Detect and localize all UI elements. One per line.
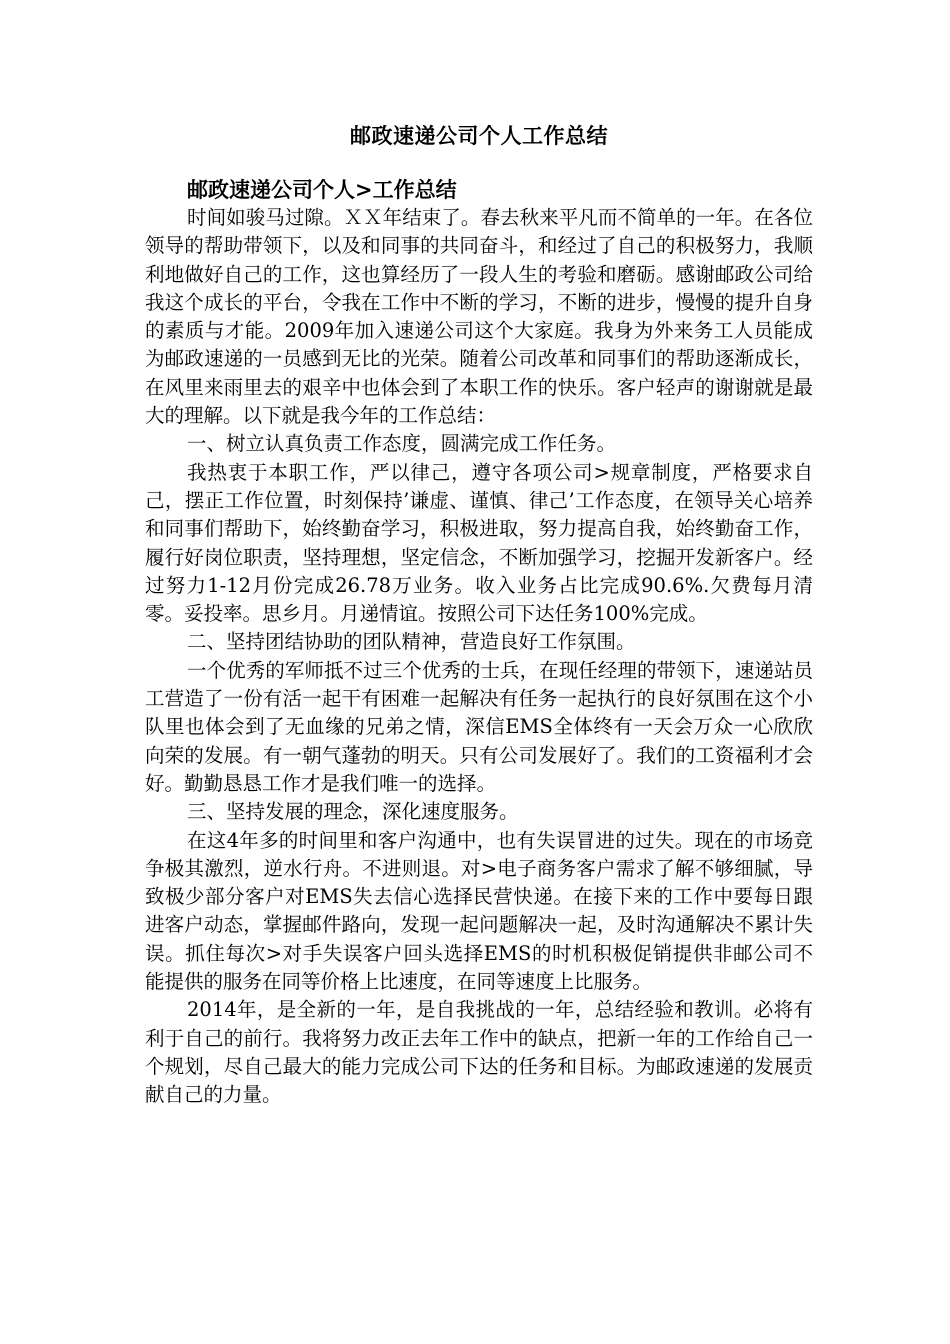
paragraph-conclusion: 2014年，是全新的一年，是自我挑战的一年，总结经验和教训。必将有利于自己的前行。我将努力改正去年工作中的缺点，把新一年的工作给自己一个规划，尽自己最大的能力完成公司下达的任务和目标。为邮政速递的发展贡献自己的力量。: [145, 998, 813, 1107]
paragraph-section-1: 我热衷于本职工作，严以律己，遵守各项公司>规章制度，严格要求自己，摆正工作位置，时刻保持’谦虚、谨慎、律己’工作态度，在领导关心培养和同事们帮助下，始终勤奋学习，积极进取，努力提高自我，始终勤奋工作，履行好岗位职责，坚持理想，坚定信念，不断加强学习，挖掘开发新客户。经过努力1-12月份完成26.78万业务。收入业务占比完成90.6%.欠费每月清零。妥投率。思乡月。月递情谊。按照公司下达任务100%完成。: [145, 460, 813, 626]
section-heading-1: 一、树立认真负责工作态度，圆满完成工作任务。: [187, 432, 617, 456]
document-title: 邮政速递公司个人工作总结: [350, 123, 608, 148]
paragraph-section-2: 一个优秀的军师抵不过三个优秀的士兵，在现任经理的带领下，速递站员工营造了一份有活一起干有困难一起解决有任务一起执行的良好氛围在这个小队里也体会到了无血缘的兄弟之情，深信EMS全体终有一天会万众一心欣欣向荣的发展。有一朝气蓬勃的明天。只有公司发展好了。我们的工资福利才会好。勤勤恳恳工作才是我们唯一的选择。: [145, 658, 813, 795]
paragraph-intro: 时间如骏马过隙。ＸＸ年结束了。春去秋来平凡而不简单的一年。在各位领导的帮助带领下，以及和同事的共同奋斗，和经过了自己的积极努力，我顺利地做好自己的工作，这也算经历了一段人生的考验和磨砺。感谢邮政公司给我这个成长的平台，令我在工作中不断的学习，不断的进步，慢慢的提升自身的素质与才能。2009年加入速递公司这个大家庭。我身为外来务工人员能成为邮政速递的一员感到无比的光荣。随着公司改革和同事们的帮助逐渐成长，在风里来雨里去的艰辛中也体会到了本职工作的快乐。客户轻声的谢谢就是最大的理解。以下就是我今年的工作总结：: [145, 206, 813, 428]
section-heading-3: 三、坚持发展的理念，深化速度服务。: [187, 800, 519, 824]
paragraph-section-3: 在这4年多的时间里和客户沟通中，也有失误冒进的过失。现在的市场竞争极其激烈，逆水行舟。不进则退。对>电子商务客户需求了解不够细腻，导致极少部分客户对EMS失去信心选择民营快递。在接下来的工作中要每日跟进客户动态，掌握邮件路向，发现一起问题解决一起，及时沟通解决不累计失误。抓住每次>对手失误客户回头选择EMS的时机积极促销提供非邮公司不能提供的服务在同等价格上比速度，在同等速度上比服务。: [145, 828, 813, 994]
section-heading-2: 二、坚持团结协助的团队精神，营造良好工作氛围。: [187, 630, 636, 654]
document-subtitle: 邮政速递公司个人>工作总结: [187, 177, 457, 202]
document-page: [145, 118, 813, 1110]
